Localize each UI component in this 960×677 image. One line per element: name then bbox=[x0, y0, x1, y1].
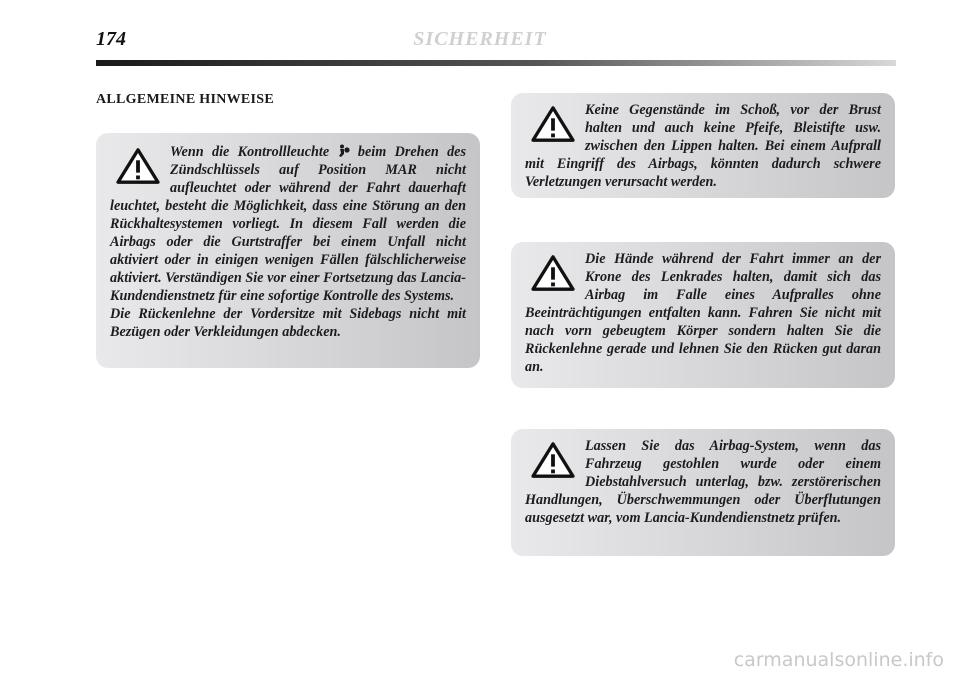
warning-triangle-icon bbox=[529, 105, 577, 143]
warning-box-steering-wheel bbox=[511, 242, 895, 388]
warning-text: Wenn die Kontrollleuchte beim Drehen des Zündschlüssels auf Position MAR nicht aufleuchtet oder während der Fahrt dauerhaft leuchtet, besteht die Möglichkeit, dass eine Störung an den Rückhaltesystemen vorliegt. In diesem Fall werden die Airbags oder die Gurtstraffer bei einem Unfall nicht aktiviert oder in einigen wenigen Fällen fälschlicherweise aktiviert. Verständigen Sie vor einer Fortsetzung das Lancia-Kundendienstnetz für eine sofortige Kontrolle des Systems. bbox=[110, 144, 466, 304]
warning-triangle-icon bbox=[529, 441, 577, 479]
warning-box-theft-damage bbox=[511, 429, 895, 556]
page-number: 174 bbox=[96, 28, 126, 50]
warning-triangle-icon bbox=[114, 147, 162, 185]
section-heading: ALLGEMEINE HINWEISE bbox=[96, 92, 275, 107]
warning-text-2: Die Rückenlehne der Vordersitze mit Sidebags nicht mit Bezügen oder Verkleidungen abdecken. bbox=[110, 306, 466, 340]
warning-text: Lassen Sie das Airbag-System, wenn das Fahrzeug gestohlen wurde oder einem Diebstahlversuch unterlag, bzw. zerstörerischen Handlungen, Überschwemmungen oder Überflutungen ausgesetzt war, vom Lancia-Kundendienstnetz prüfen. bbox=[525, 438, 881, 526]
warning-box-airbag-light bbox=[96, 133, 480, 368]
header-rule bbox=[96, 60, 896, 66]
watermark: carmanualsonline.info bbox=[733, 649, 944, 671]
warning-triangle-icon bbox=[529, 254, 577, 292]
warning-text: Die Hände während der Fahrt immer an der Krone des Lenkrades halten, damit sich das Airbag im Falle eines Aufpralles ohne Beeinträchtigungen entfalten kann. Fahren Sie nicht mit nach vorn gebeugtem Körper sondern halten Sie die Rückenlehne gerade und lehnen Sie den Rücken gut daran an. bbox=[525, 251, 881, 375]
warning-text: Keine Gegenstände im Schoß, vor der Brust halten und auch keine Pfeife, Bleistifte usw. zwischen den Lippen halten. Bei einem Aufprall mit Eingriff des Airbags, könnten dadurch schwere Verletzungen verursacht werden. bbox=[525, 102, 881, 190]
warning-box-objects bbox=[511, 93, 895, 198]
section-title: SICHERHEIT bbox=[413, 28, 547, 50]
airbag-warning-light-icon bbox=[338, 144, 350, 158]
